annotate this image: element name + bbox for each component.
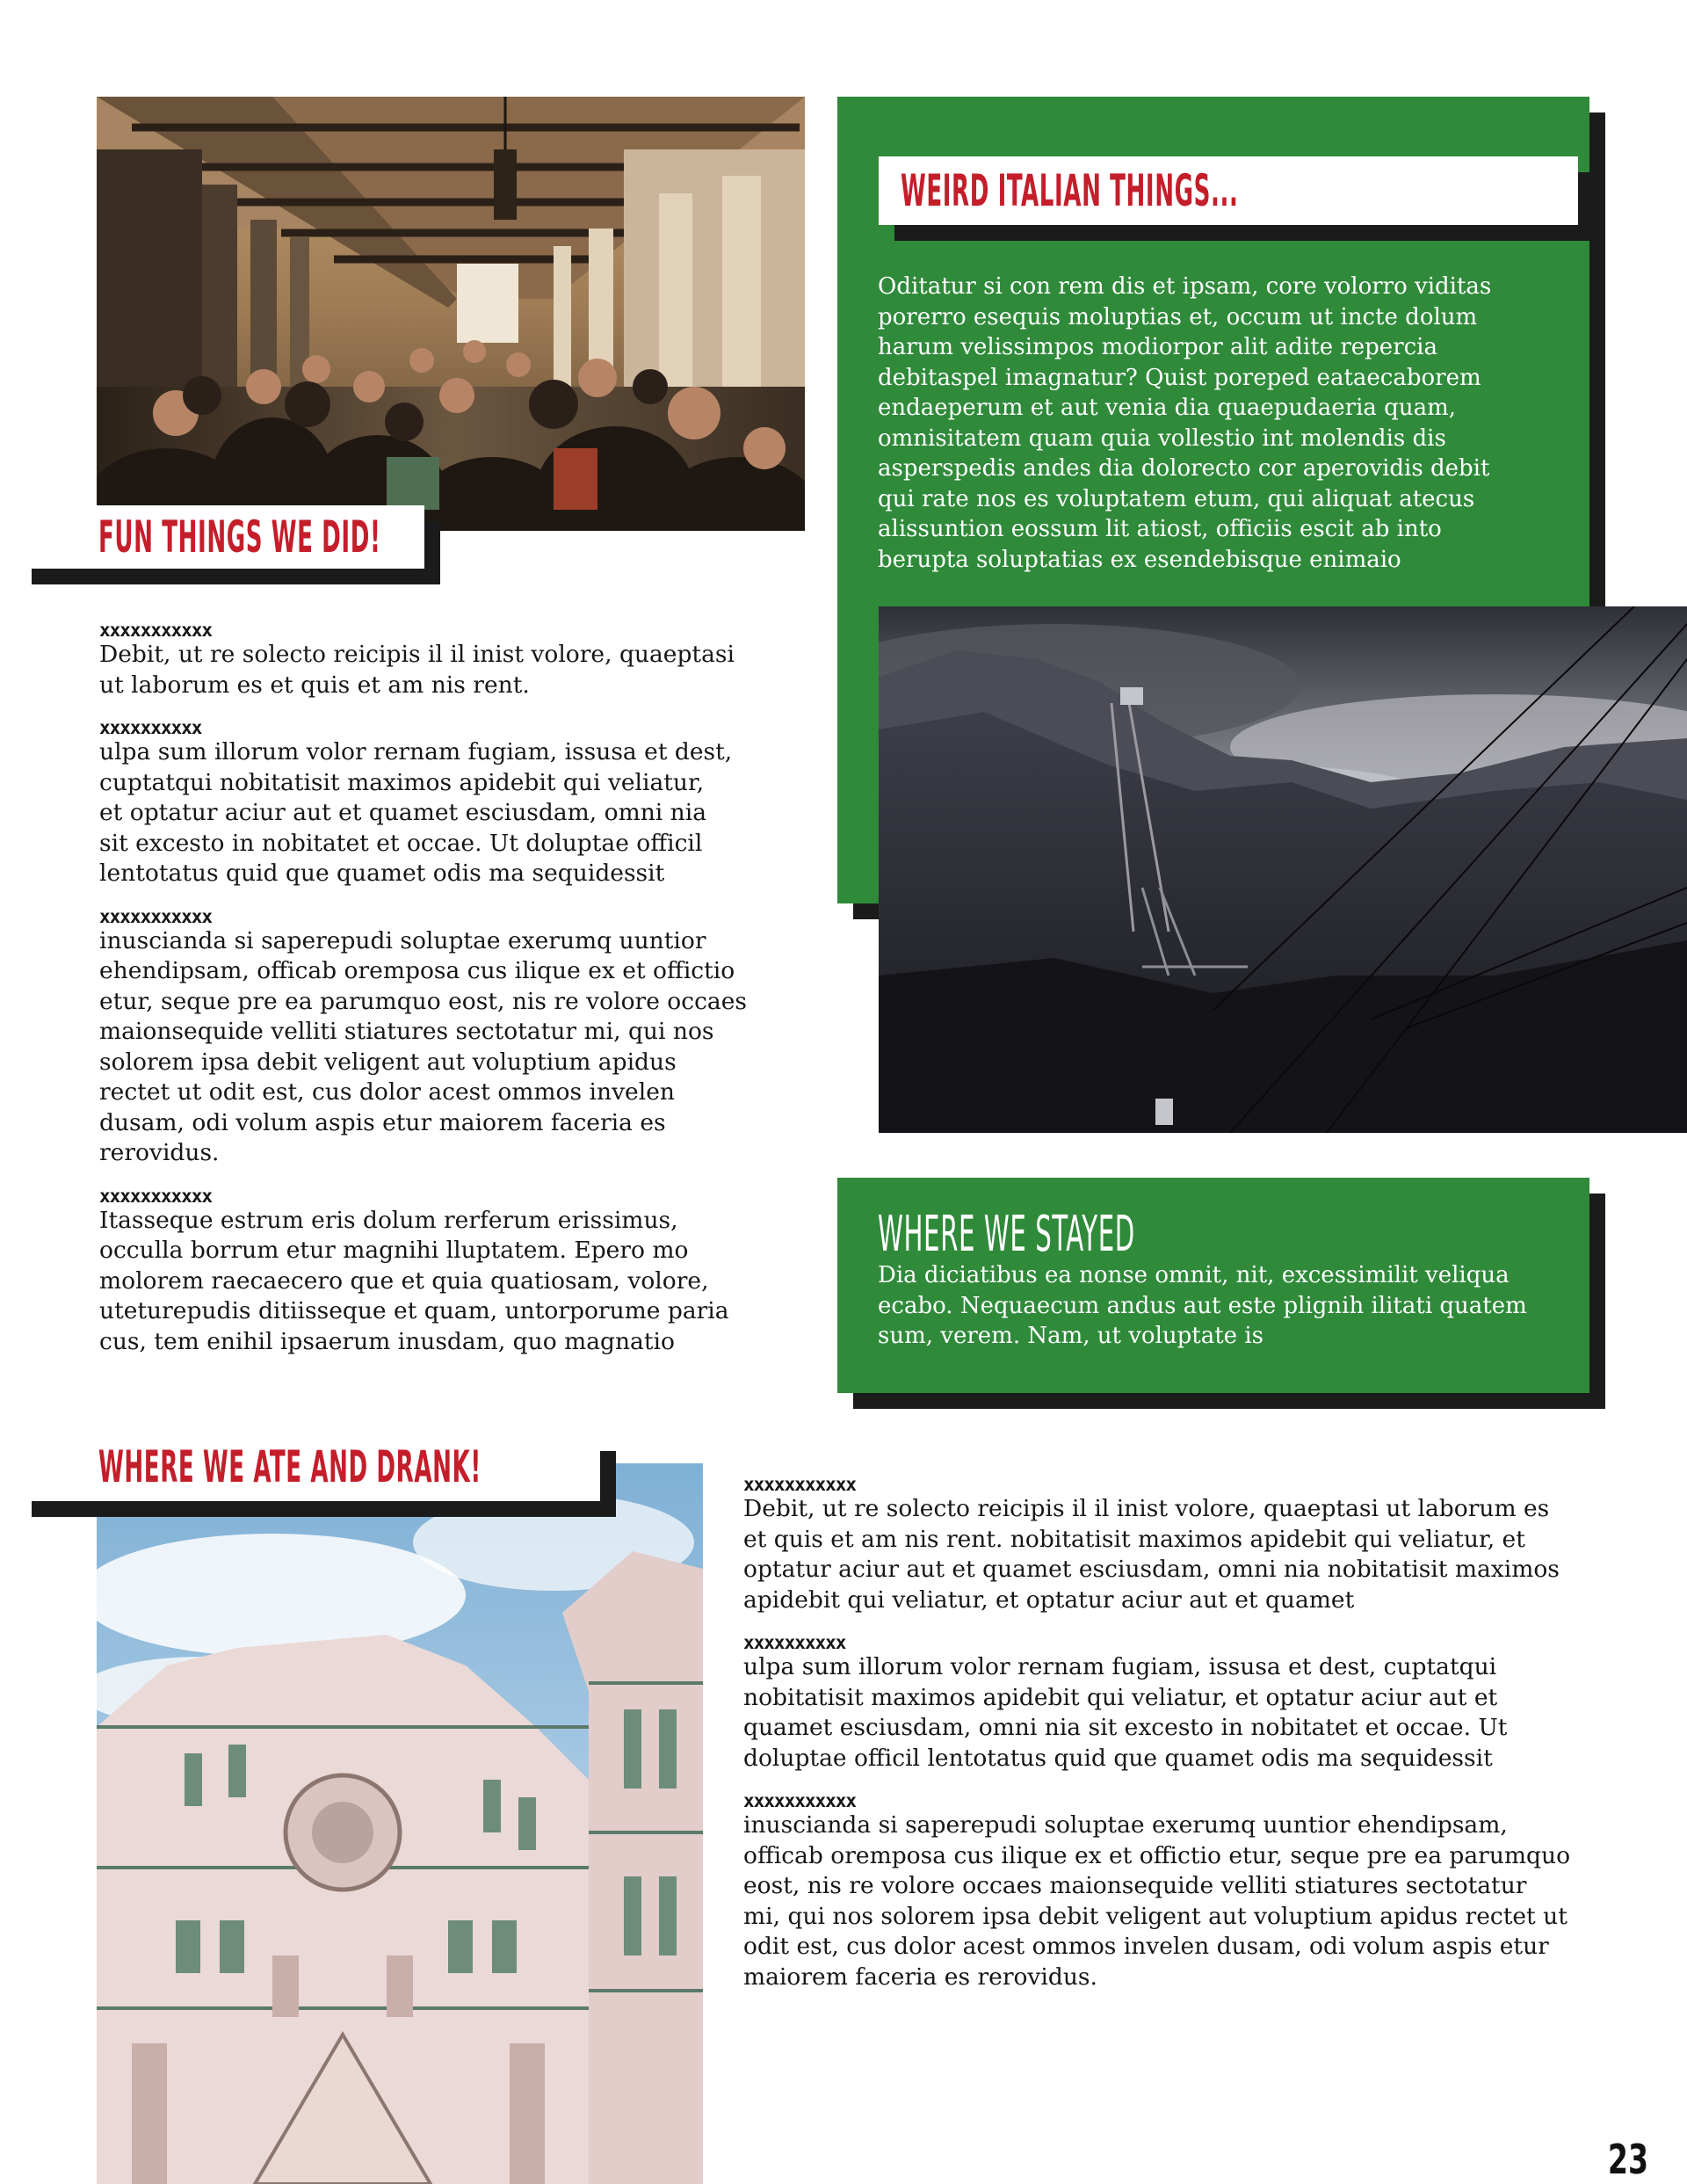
page-number: 23 (1607, 2136, 1648, 2183)
subhead-placeholder: xxxxxxxxxxx (99, 905, 213, 927)
arcade-crowd-photo (97, 97, 805, 531)
left-entry (99, 718, 747, 889)
paragraph: ulpa sum illorum volor rernam fugiam, issusa et dest, cuptatqui nobitatisit maximos apidebit qui veliatur, et optatur aciur aut et quamet esciusdam, omni nia sit excesto in nobitatet et occae. Ut doluptae officil lentotatus quid que quamet odis ma sequidessit (99, 738, 733, 887)
left-entry (99, 1186, 747, 1358)
paragraph: inuscianda si saperepudi soluptae exerumq uuntior ehendipsam, officab oremposa cus ilique ex et offictio etur, seque pre ea parumquo eost, nis re volore occaes maionsequide velliti stiatures sectotatur mi, qui nos solorem ipsa debit veligent aut voluptium apidus rectet ut odit est, cus dolor acest ommos invelen dusam, odi volum aspis etur maiorem faceria es rerovidus. (743, 1811, 1571, 1991)
subhead-placeholder: xxxxxxxxxx (99, 717, 202, 738)
where-we-stayed-body: Dia diciatibus ea nonse omnit, nit, excessimilit veliqua ecabo. Nequaecum andus aut este plignih ilitati quatem sum, verem. Nam, ut voluptate is (878, 1262, 1527, 1349)
subhead-placeholder: xxxxxxxxxxx (743, 1790, 857, 1811)
paragraph: ulpa sum illorum volor rernam fugiam, issusa et dest, cuptatqui nobitatisit maximos apidebit qui veliatur, et optatur aciur aut et quamet esciusdam, omni nia sit excesto in nobitatet et occae. Ut doluptae officil lentotatus quid que quamet odis ma sequidessit (743, 1653, 1508, 1772)
cable-car-mountain-photo (879, 606, 1687, 1133)
fun-things-heading: FUN THINGS WE DID! (98, 512, 381, 562)
weird-italian-body: Oditatur si con rem dis et ipsam, core volorro viditas porerro esequis moluptias et, occum ut incte dolum harum velissimpos modiorpor alit adite repercia debitaspel imagnatur? Quist poreped eataecaborem endaeperum et aut venia dia quaepudaeria quam, omnisitatem quam quia vollestio int molendis dis asperspedis andes dia dolorecto cor aperovidis debit qui rate nos es voluptatem etum, qui aliquat atecus alissuntion eossum lit atiost, officiis escit ab into berupta soluptatias ex esendebisque enimaio (878, 273, 1492, 573)
paragraph: inuscianda si saperepudi soluptae exerumq uuntior ehendipsam, officab oremposa cus ilique ex et offictio etur, seque pre ea parumquo eost, nis re volore occaes maionsequide velliti stiatures sectotatur mi, qui nos solorem ipsa debit veligent aut voluptium apidus rectet ut odit est, cus dolor acest ommos invelen dusam, odi volum aspis etur maiorem faceria es rerovidus. (99, 926, 748, 1166)
paragraph: Debit, ut re solecto reicipis il il inist volore, quaeptasi ut laborum es et quis et am nis rent. nobitatisit maximos apidebit qui veliatur, et optatur aciur aut et quamet esciusdam, omni nia nobitatisit maximos apidebit qui veliatur, et optatur aciur aut et quamet (743, 1495, 1560, 1614)
where-we-stayed-heading: WHERE WE STAYED (878, 1206, 1135, 1263)
right-entry (743, 1633, 1570, 1774)
subhead-placeholder: xxxxxxxxxxx (99, 620, 213, 641)
left-entry (99, 907, 747, 1169)
subhead-placeholder: xxxxxxxxxxx (743, 1474, 857, 1495)
paragraph: Debit, ut re solecto reicipis il il inist volore, quaeptasi ut laborum es et quis et am nis rent. (99, 641, 735, 699)
paragraph: Itasseque estrum eris dolum rerferum erissimus, occulla borrum etur magnihi lluptatem. Epero mo molorem raecaecero que et quia quatiosam, volore, uteturepudis ditiisseque et quam, untorporume paria cus, tem enihil ipsaerum inusdam, quo magnatio (99, 1206, 729, 1355)
right-entry (743, 1475, 1570, 1615)
right-entry (743, 1791, 1570, 1992)
subhead-placeholder: xxxxxxxxxx (743, 1632, 846, 1653)
left-body-column (99, 620, 747, 1357)
subhead-placeholder: xxxxxxxxxxx (99, 1185, 213, 1207)
right-body-column (743, 1475, 1570, 1992)
cathedral-photo (97, 1463, 703, 2184)
weird-italian-heading: WEIRD ITALIAN THINGS... (901, 165, 1239, 216)
left-entry (99, 620, 747, 700)
where-we-ate-heading: WHERE WE ATE AND DRANK! (98, 1441, 481, 1492)
